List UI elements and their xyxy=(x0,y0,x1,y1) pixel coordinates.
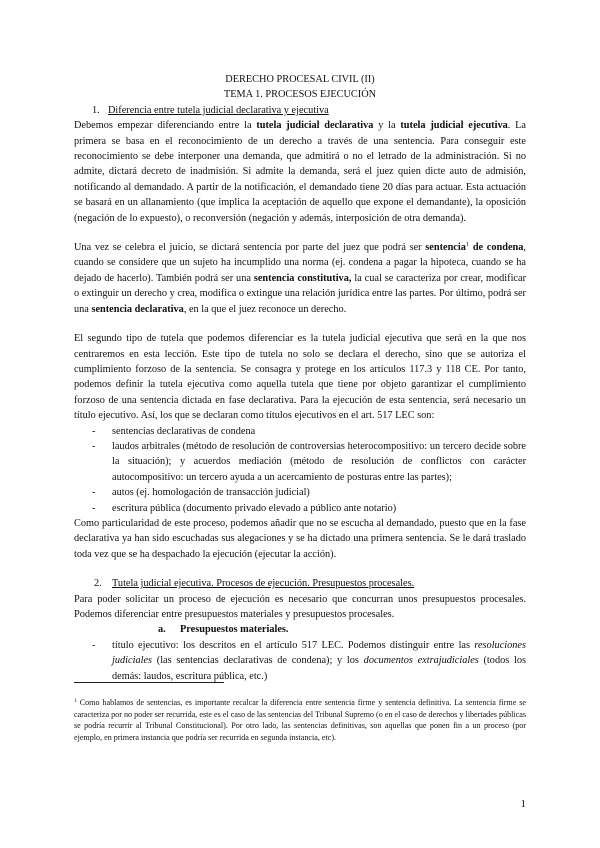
list-item: - autos (ej. homologación de transacción judicial) xyxy=(74,485,526,500)
paragraph-tipos-sentencia xyxy=(74,240,526,317)
section-1-number: 1. xyxy=(92,104,100,116)
footnote-ref[interactable]: 1 xyxy=(465,241,470,249)
subsection-a-heading xyxy=(158,622,526,637)
course-title: DERECHO PROCESAL CIVIL (II) xyxy=(225,74,375,85)
paragraph-gap xyxy=(74,317,526,331)
section-2-number: 2. xyxy=(94,578,102,590)
list-item-text: autos (ej. homologación de transacción judicial) xyxy=(112,487,310,499)
presupuestos-list xyxy=(74,638,526,684)
section-2-title: Tutela judicial ejecutiva. Procesos de ejecución. Presupuestos procesales. xyxy=(112,578,415,590)
text-run: (las sentencias declarativas de condena); y los xyxy=(152,655,364,667)
list-item-text xyxy=(112,638,526,684)
italic-term: resoluciones judiciales xyxy=(112,639,526,667)
bold-term: sentencia constitutiva, xyxy=(253,272,352,284)
subsection-a-letter: a. xyxy=(158,624,166,636)
subsection-a-title: Presupuestos materiales. xyxy=(180,624,289,636)
titulos-ejecutivos-list xyxy=(74,424,526,516)
text-run: Una vez se celebra el juicio, se dictará sentencia por parte del juez que podrá ser xyxy=(74,242,426,254)
text-run: (todos los demás: laudos, escritura pública, etc.) xyxy=(112,655,526,682)
paragraph-tutela-declarativa xyxy=(74,118,526,226)
footnote-separator xyxy=(74,682,224,683)
list-item-text: sentencias declarativas de condena xyxy=(112,425,256,437)
text-run: título ejecutivo: los descritos en el artículo 517 LEC. Podemos distinguir entre las xyxy=(112,639,475,651)
list-item: - laudos arbitrales (método de resolución de controversias heterocompositivo: un tercero decide sobre la situación); y acuerdos mediación (método de resolución de conflictos con carácter autocompositivo: un tercero ayuda a un acercamiento de posturas entre las partes); xyxy=(74,439,526,485)
paragraph-gap xyxy=(74,562,526,576)
paragraph-particularidad: Como particularidad de este proceso, podemos añadir que no se escucha al demandado, puesto que en la fase declarativa ya han sido escuchadas sus alegaciones y se ha dictado una primera sentencia. Se le dará traslado toda vez que se ha despachado la ejecución (ejecutar la acción). xyxy=(74,517,526,560)
text-run: , en la que el juez reconoce un derecho. xyxy=(183,303,347,315)
text-run: y la xyxy=(373,120,401,132)
topic-title: TEMA 1. PROCESOS EJECUCIÓN xyxy=(223,89,377,101)
paragraph-presupuestos: Para poder solicitar un proceso de ejecución es necesario que concurran unos presupuestos procesales. Podemos diferenciar entre presupuestos materiales y presupuestos procesales. xyxy=(74,593,526,620)
section-2-heading xyxy=(94,576,526,591)
list-item-text: laudos arbitrales (método de resolución de controversias heterocompositivo: un tercero decide sobre la situación); y acuerdos mediación (método de resolución de conflictos con carácter autocompositivo: un tercero ayuda a un acercamiento de posturas entre las partes); xyxy=(112,440,526,483)
bold-term: tutela judicial ejecutiva xyxy=(400,120,508,132)
paragraph-tutela-ejecutiva: El segundo tipo de tutela que podemos diferenciar es la tutela judicial ejecutiva que será en la que nos centraremos en esta lección. Este tipo de tutela no solo se declara el derecho, sino que se autoriza el cumplimiento forzoso de la sentencia. Se consagra y protege en los artículos 117.3 y 118 CE. Por tanto, podemos definir la tutela ejecutiva como aquella tutela que tiene por objeto garantizar el cumplimiento forzoso de una sentencia dictada en fase declarativa. Para la ejecución de esta sentencia, será necesario un título ejecutivo. Así, los que se declaran como títulos ejecutivos en el art. 517 LEC son: xyxy=(74,333,526,422)
section-1-title: Diferencia entre tutela judicial declarativa y ejecutiva xyxy=(108,104,329,116)
footnote xyxy=(74,697,526,743)
text-run: . La primera se basa en el reconocimiento de un derecho a través de una sentencia. Para conseguir este reconocimiento se debe interponer una demanda, que admitirá o no el letrado de la administración. Si no admite, dictará decreto de inadmisión. Si admite la demanda, será el juez quien dicte auto de admisión, notificando al demandado. A partir de la notificación, el demandado tiene 20 días para actuar. Esta actuación se basará en un allanamiento (que implica la aceptación de aquello que expone el demandante), la oposición (negación de lo expuesto), o reconversión (negación y además, interposición de otra demanda). xyxy=(74,120,526,224)
paragraph-gap xyxy=(74,226,526,240)
bold-term: sentencia declarativa xyxy=(91,303,184,315)
text-run: , cuando se considere que un sujeto ha incumplido una norma (ej. condena a pagar la hipoteca, cuando se ha dejado de hacerlo). También podrá ser una xyxy=(74,242,526,284)
list-item-text: escritura pública (documento privado elevado a público ante notario) xyxy=(112,502,397,514)
text-run: Debemos empezar diferenciando entre la xyxy=(74,120,257,132)
list-item: - título ejecutivo: los descritos en el artículo 517 LEC. Podemos distinguir entre las resoluciones judiciales (las sentencias declarativas de condena); y los documentos extrajudiciales (todos los demás: laudos, escritura pública, etc.) xyxy=(74,638,526,684)
section-1-heading xyxy=(92,103,526,118)
bold-term: de condena xyxy=(469,242,524,254)
page-number: 1 xyxy=(520,798,526,810)
bold-term: sentencia xyxy=(425,242,466,254)
italic-term: documentos extrajudiciales xyxy=(363,655,479,667)
text-run: la cual se caracteriza por crear, modificar o extinguir un derecho y crea, modifica o extingue una relación jurídica entre las partes. Por último, podrá ser una xyxy=(74,272,526,315)
page-body xyxy=(74,72,526,684)
bold-term: tutela judicial declarativa xyxy=(256,120,374,132)
footnote-marker: 1 xyxy=(74,698,77,705)
footnote-text: Como hablamos de sentencias, es importante recalcar la diferencia entre sentencia firme y sentencia definitiva. La sentencia firme se caracteriza por no poder ser recurrida, este es el caso de las sentencias del Tribunal Supremo (o en el caso de derechos y libertades públicas se podría recurrir al Tribunal Constitucional). Por otro lado, las sentencias definitivas, son aquellas que ponen fin a un proceso (por ejemplo, en primera instancia que podría ser recurrida en segunda instancia, etc). xyxy=(74,698,526,742)
list-item: - sentencias declarativas de condena xyxy=(74,424,526,439)
list-item: - escritura pública (documento privado elevado a público ante notario) xyxy=(74,501,526,516)
